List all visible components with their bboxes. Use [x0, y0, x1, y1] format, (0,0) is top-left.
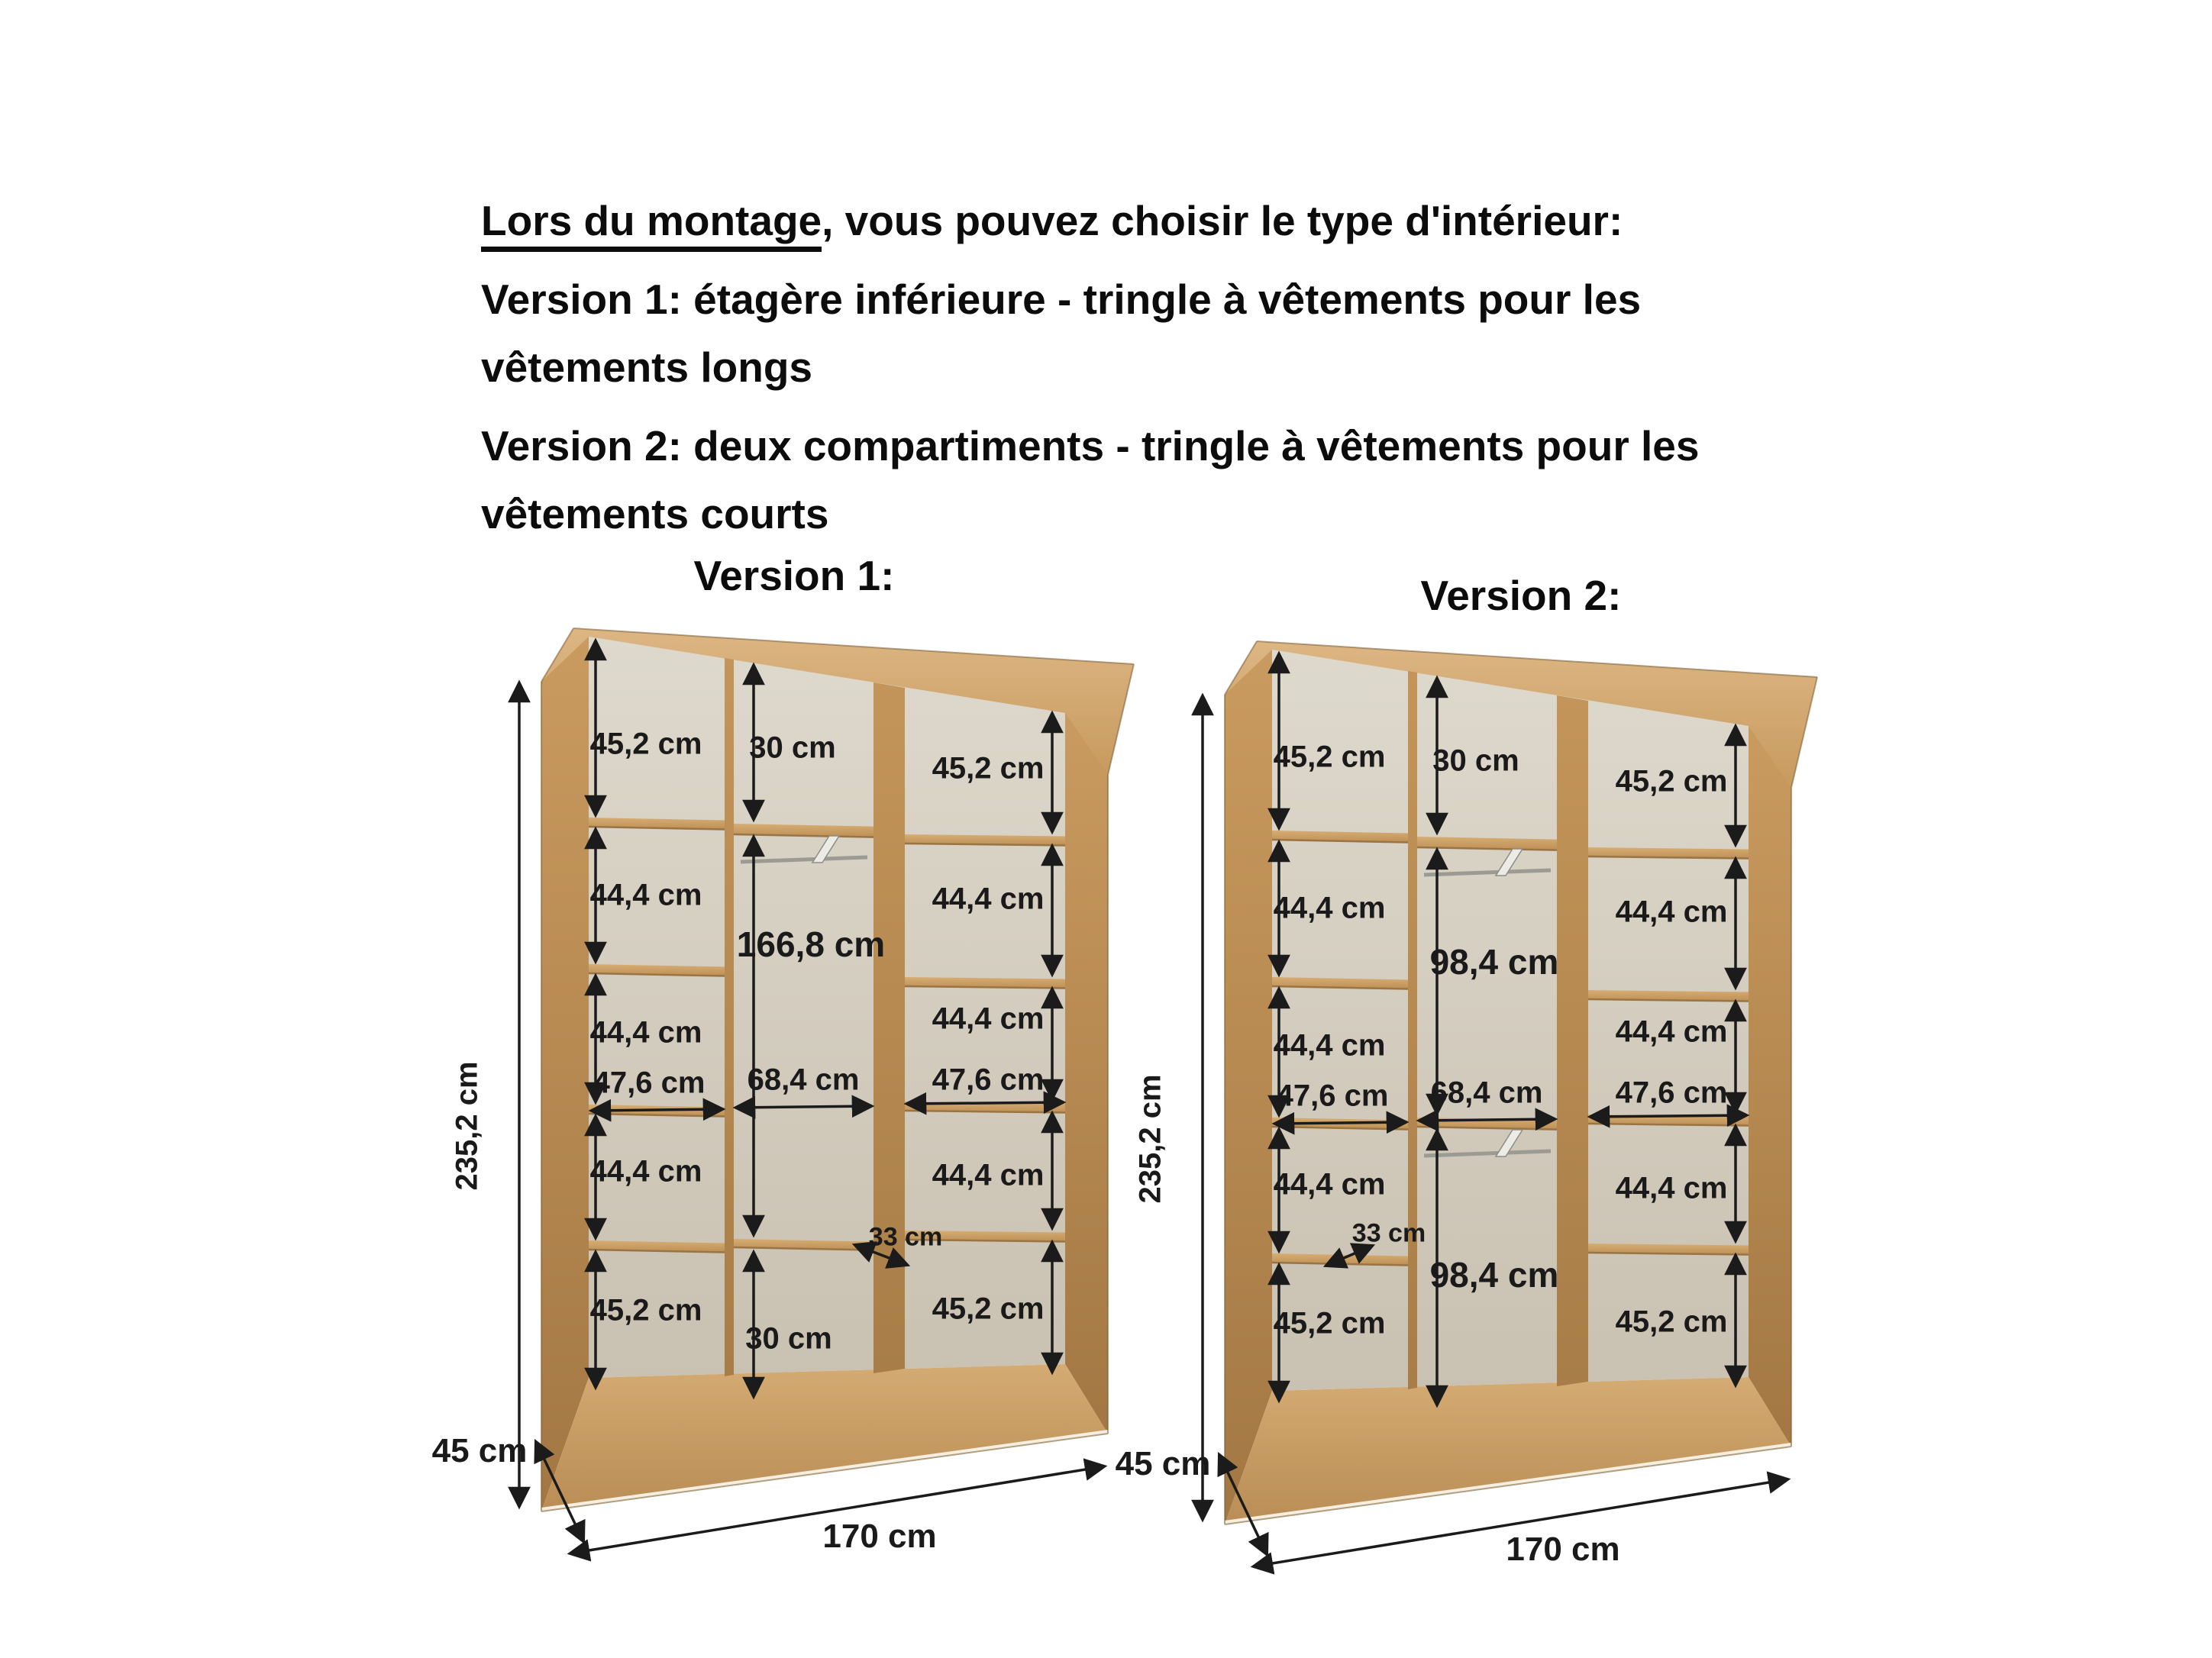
version1-title: Version 1:: [693, 552, 895, 599]
version2-title: Version 2:: [1420, 572, 1622, 619]
dim-middle-upper: 98,4 cm: [1429, 942, 1559, 982]
dim-left-5: 45,2 cm: [1273, 1306, 1386, 1340]
dim-middle-main: 166,8 cm: [736, 924, 886, 964]
dim-left-1: 45,2 cm: [1273, 740, 1386, 774]
dim-right-4: 44,4 cm: [1615, 1171, 1728, 1205]
dim-middle-top: 30 cm: [749, 731, 836, 765]
dim-middle-width: 68,4 cm: [1430, 1076, 1543, 1110]
dim-left-5: 45,2 cm: [589, 1293, 702, 1327]
version2-wardrobe: [1103, 605, 1821, 1597]
intro-underlined: Lors du montage: [481, 197, 822, 252]
dim-left-4: 44,4 cm: [589, 1154, 702, 1189]
header-text: [481, 187, 1771, 559]
dim-middle-shelf-depth: 33 cm: [868, 1222, 943, 1252]
dim-right-3: 44,4 cm: [1615, 1014, 1728, 1049]
dim-left-4: 44,4 cm: [1273, 1167, 1386, 1202]
intro-line: [481, 187, 1771, 255]
dim-right-4: 44,4 cm: [932, 1158, 1045, 1192]
version1-wardrobe: [420, 592, 1138, 1584]
intro-rest: , vous pouvez choisir le type d'intérieur:: [822, 197, 1623, 244]
dim-left-2: 44,4 cm: [589, 878, 702, 912]
dim-left-3: 44,4 cm: [1273, 1028, 1386, 1063]
dim-right-5: 45,2 cm: [932, 1292, 1045, 1326]
version2-description: Version 2: deux compartiments - tringle à vêtements pour les vêtements courts: [481, 422, 1700, 538]
dim-left-width: 47,6 cm: [1276, 1079, 1389, 1113]
dim-middle-width: 68,4 cm: [747, 1063, 860, 1097]
dim-left-width: 47,6 cm: [593, 1066, 706, 1100]
dim-right-2: 44,4 cm: [932, 882, 1045, 916]
dim-left-3: 44,4 cm: [589, 1015, 702, 1050]
dim-depth: 45 cm: [1115, 1445, 1211, 1482]
dim-width: 170 cm: [822, 1518, 937, 1555]
dim-right-5: 45,2 cm: [1615, 1305, 1728, 1339]
dim-width: 170 cm: [1506, 1531, 1620, 1568]
dim-right-1: 45,2 cm: [932, 751, 1045, 785]
dim-height: 235,2 cm: [1133, 1074, 1167, 1204]
dim-right-1: 45,2 cm: [1615, 764, 1728, 798]
dim-middle-bottom: 30 cm: [745, 1321, 832, 1356]
dim-left-1: 45,2 cm: [589, 727, 702, 761]
dim-left-shelf-depth: 33 cm: [1351, 1218, 1426, 1248]
dim-right-width: 47,6 cm: [1615, 1076, 1728, 1110]
dim-middle-lower: 98,4 cm: [1429, 1255, 1559, 1295]
version1-description: Version 1: étagère inférieure - tringle à vêtements pour les vêtements longs: [481, 276, 1642, 392]
dim-right-2: 44,4 cm: [1615, 895, 1728, 929]
dim-right-3: 44,4 cm: [932, 1002, 1045, 1036]
dim-right-width: 47,6 cm: [932, 1063, 1045, 1097]
dim-height: 235,2 cm: [450, 1061, 484, 1191]
dim-middle-top: 30 cm: [1432, 744, 1519, 778]
dim-left-2: 44,4 cm: [1273, 891, 1386, 925]
dim-depth: 45 cm: [431, 1432, 528, 1469]
